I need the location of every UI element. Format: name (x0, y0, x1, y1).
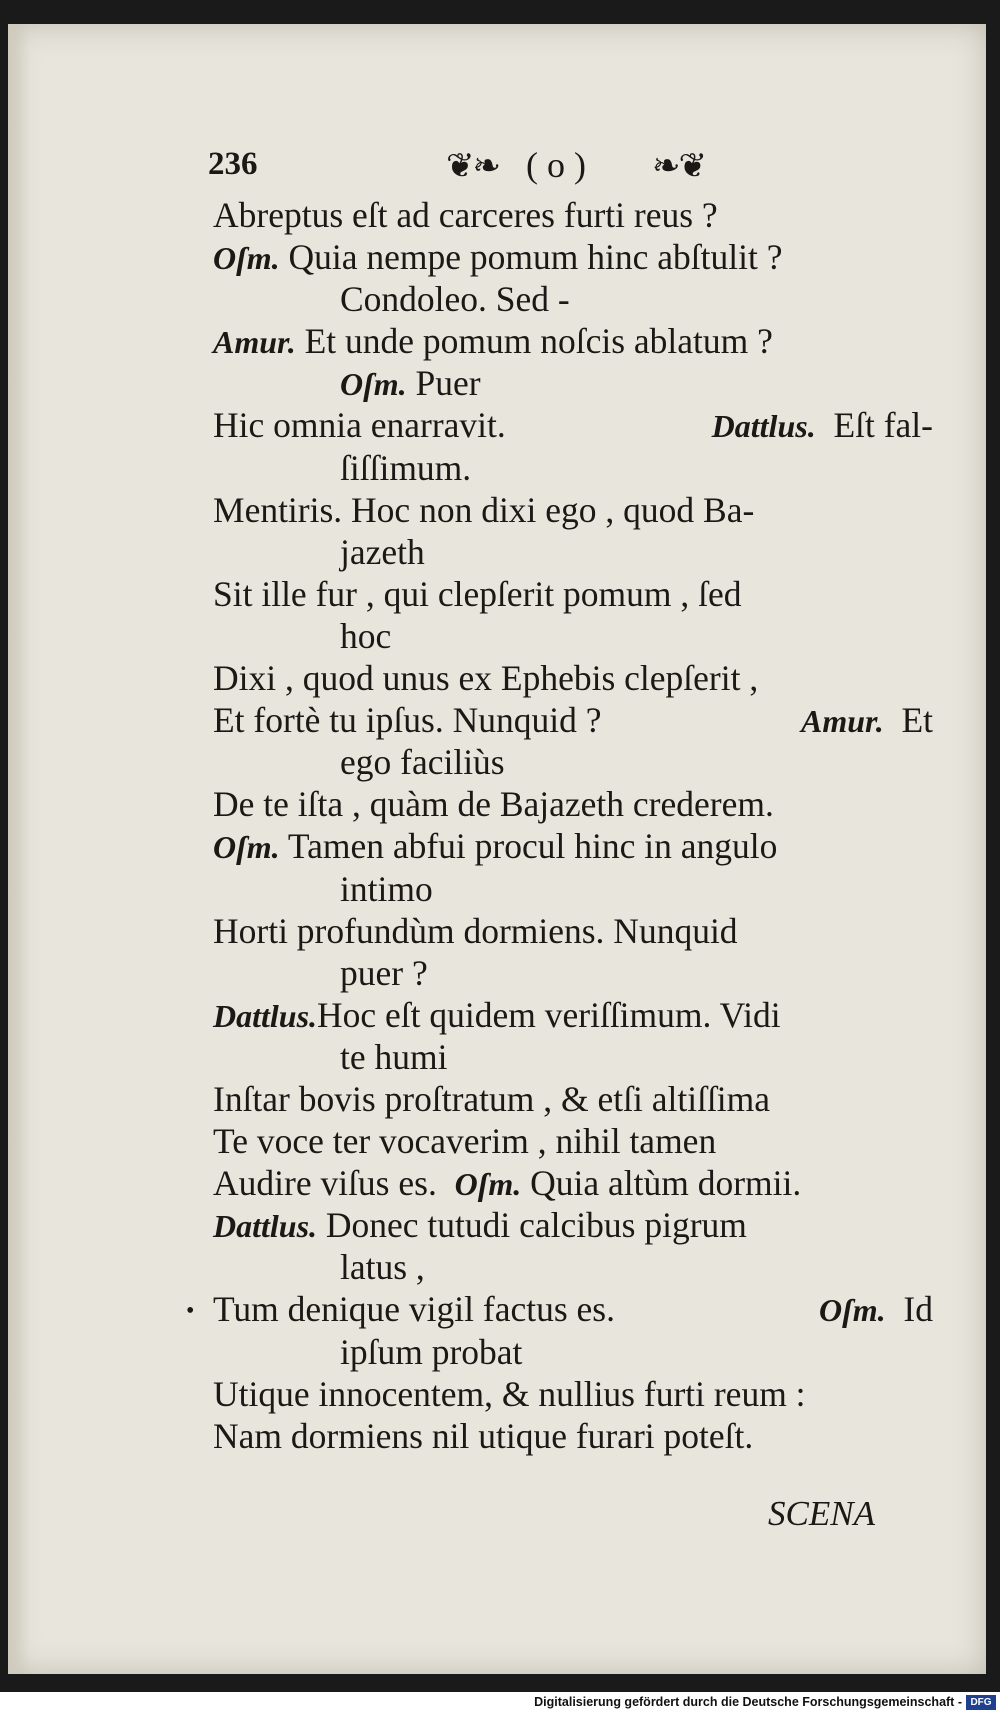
speaker-name: Amur. (213, 324, 296, 361)
verse-line (213, 910, 943, 952)
speaker-name: Oſm. (213, 829, 280, 866)
verse-line (213, 1204, 943, 1246)
speaker-name: Dattlus. (213, 1208, 318, 1245)
line-text: Te voce ter vocaverim , nihil tamen (213, 1121, 717, 1162)
fleuron-left-icon: ❦❧ (446, 148, 499, 185)
speaker-name: Oſm. (454, 1166, 522, 1203)
verse-line-continuation (213, 278, 943, 320)
book-page (8, 24, 986, 1674)
line-text: ego faciliùs (340, 742, 505, 783)
margin-mark: • (186, 1298, 195, 1325)
line-text: jazeth (340, 531, 425, 572)
line-text: Horti profundùm dormiens. Nunquid (213, 910, 738, 951)
speaker-name: Amur. (800, 703, 884, 740)
verse-line (213, 994, 943, 1036)
line-text: ſiſſimum. (340, 447, 472, 488)
line-text-2: Quia altùm dormii. (530, 1163, 802, 1204)
verse-line (213, 825, 943, 867)
speaker-name: Oſm. (213, 240, 280, 277)
page-header (208, 142, 768, 192)
line-text: Et unde pomum noſcis ablatum ? (295, 321, 773, 362)
verse-line (213, 320, 943, 362)
line-text: Sit ille fur , qui clepſerit pomum , ſed (213, 573, 742, 614)
verse-line (213, 1415, 943, 1457)
verse-line-continuation (213, 447, 943, 489)
speaker-name: Dattlus. (711, 408, 816, 445)
funding-credit: Digitalisierung gefördert durch die Deutsche Forschungsgemeinschaft - (534, 1695, 962, 1709)
verse-line (213, 699, 933, 741)
verse-line (213, 194, 943, 236)
verse-line-continuation (213, 531, 943, 573)
catchword: SCENA (768, 1494, 875, 1533)
line-text: Dixi , quod unus ex Ephebis clepſerit , (213, 658, 759, 699)
line-text: Donec tutudi calcibus pigrum (317, 1205, 747, 1246)
line-text: intimo (340, 868, 433, 909)
verse-line (213, 236, 943, 278)
line-text: te humi (340, 1036, 448, 1077)
verse-line-continuation (213, 1331, 943, 1373)
line-text-2: Eſt fal- (833, 405, 933, 446)
verse-line-continuation (213, 868, 943, 910)
line-text: Nam dormiens nil utique furari poteſt. (213, 1415, 754, 1456)
verse-line (213, 1120, 943, 1162)
line-text: De te iſta , quàm de Bajazeth crederem. (213, 784, 774, 825)
digitization-footer (0, 1692, 1000, 1715)
verse-line (213, 573, 943, 615)
line-text: Utique innocentem, & nullius furti reum : (213, 1373, 806, 1414)
running-head: ( o ) (526, 145, 586, 185)
line-text: Hoc eſt quidem veriſſimum. Vidi (317, 994, 781, 1035)
line-text: ipſum probat (340, 1331, 523, 1372)
line-text: Et fortè tu ipſus. Nunquid ? (213, 700, 602, 741)
speaker-name: Oſm. (340, 366, 407, 403)
line-text: Audire viſus es. (213, 1163, 437, 1204)
verse-line-continuation (213, 741, 943, 783)
verse-text (186, 194, 943, 1457)
verse-line (213, 1162, 943, 1204)
page-gutter-shadow (8, 24, 30, 1674)
line-text: Condoleo. Sed - (340, 279, 570, 320)
verse-line (213, 1373, 943, 1415)
line-text: puer ? (340, 952, 428, 993)
fleuron-right-icon: ❧❦ (652, 148, 705, 185)
line-text: Tamen abfui procul hinc in angulo (279, 826, 778, 867)
line-text: Quia nempe pomum hinc abſtulit ? (279, 237, 783, 278)
line-text: Tum denique vigil factus es. (213, 1289, 615, 1330)
verse-line (213, 404, 933, 446)
verse-line (213, 1078, 943, 1120)
line-text: Hic omnia enarravit. (213, 405, 506, 446)
verse-line-continuation (213, 1036, 943, 1078)
verse-line-continuation (213, 615, 943, 657)
line-text: Inſtar bovis proſtratum , & etſi altiſſima (213, 1078, 771, 1119)
line-text: hoc (340, 615, 392, 656)
verse-line-continuation (213, 1246, 943, 1288)
line-text: Mentiris. Hoc non dixi ego , quod Ba- (213, 489, 755, 530)
speaker-name: Oſm. (819, 1292, 886, 1329)
line-text-2: Et (901, 700, 933, 741)
speaker-name: Dattlus. (213, 997, 318, 1034)
line-text: Abreptus eſt ad carceres furti reus ? (213, 195, 718, 235)
line-text: latus , (340, 1247, 425, 1288)
verse-line-continuation (213, 362, 943, 404)
dfg-logo-icon: DFG (966, 1695, 996, 1710)
verse-line-continuation (213, 952, 943, 994)
verse-line (213, 489, 943, 531)
verse-line (213, 783, 943, 825)
verse-line (213, 657, 943, 699)
page-number: 236 (208, 146, 258, 182)
line-text-2: Id (903, 1289, 933, 1330)
verse-line (186, 1288, 933, 1330)
line-text: Puer (406, 363, 481, 404)
